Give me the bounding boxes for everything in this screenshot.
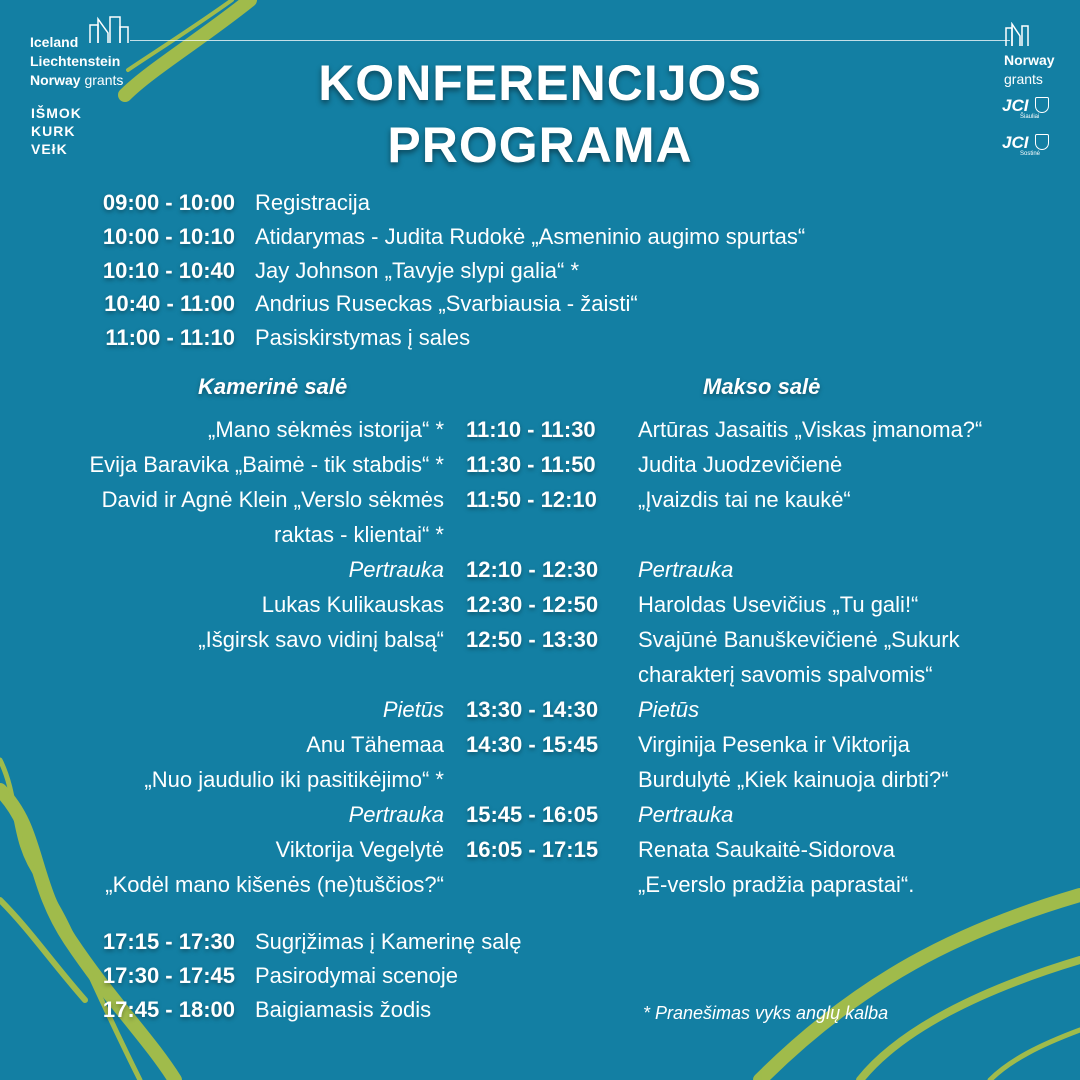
session-time: 16:05 - 17:15 (466, 837, 599, 862)
makso-session-text: charakterį savomis spalvomis“ (638, 662, 933, 687)
makso-session-text: Artūras Jasaitis „Viskas įmanoma?“ (638, 417, 983, 442)
hall-header-makso: Makso salė (703, 374, 821, 399)
schedule-time: 10:10 - 10:40 (102, 258, 235, 283)
schedule-text: Sugrįžimas į Kamerinę salę (255, 929, 522, 954)
makso-session-text: Renata Saukaitė-Sidorova (638, 837, 895, 862)
session-time: 14:30 - 15:45 (466, 732, 599, 757)
title-line-1: KONFERENCIJOS (318, 55, 762, 111)
kamerine-session-text: Anu Tähemaa (306, 732, 444, 757)
hall-header-kamerine: Kamerinė salė (198, 374, 348, 399)
makso-session-text: Pietūs (638, 697, 700, 722)
session-time: 12:30 - 12:50 (466, 592, 599, 617)
kamerine-session-text: „Mano sėkmės istorija“ * (208, 417, 444, 442)
kamerine-session-text: raktas - klientai“ * (274, 522, 444, 547)
schedule-text: Registracija (255, 190, 370, 215)
jci-sostine-city: Sostinė (1020, 151, 1041, 157)
schedule-time: 17:30 - 17:45 (102, 963, 235, 988)
schedule-text: Pasiskirstymas į sales (255, 325, 471, 350)
schedule-text: Atidarymas - Judita Rudokė „Asmeninio augimo spurtas“ (255, 224, 806, 249)
makso-session-text: Virginija Pesenka ir Viktorija (638, 732, 910, 757)
logo-norway: Norway (30, 72, 81, 88)
schedule-text: Jay Johnson „Tavyje slypi galia“ * (255, 258, 580, 283)
schedule-time: 10:40 - 11:00 (104, 291, 235, 316)
schedule-time: 11:00 - 11:10 (105, 325, 235, 350)
session-time: 12:10 - 12:30 (466, 557, 599, 582)
jci-sostine-name: JCI (1002, 133, 1029, 152)
session-time: 13:30 - 14:30 (466, 697, 599, 722)
logo-line-iceland: Iceland (30, 34, 79, 50)
makso-session-text: „Įvaizdis tai ne kaukė“ (638, 487, 851, 512)
kamerine-session-text: Pertrauka (348, 802, 444, 827)
session-time: 12:50 - 13:30 (466, 627, 599, 652)
schedule-text: Baigiamasis žodis (255, 997, 432, 1022)
norway-grants-line1: Norway (1004, 52, 1055, 68)
page-title (0, 52, 1080, 176)
kamerine-session-text: „Nuo jaudulio iki pasitikėjimo“ * (144, 767, 444, 792)
kamerine-session-text: Viktorija Vegelytė (275, 837, 444, 862)
kamerine-session-text: David ir Agnė Klein „Verslo sėkmės (101, 487, 444, 512)
jci-siauliai-city: Šiauliai (1020, 114, 1040, 120)
header-divider (130, 40, 1010, 41)
schedule-time: 17:15 - 17:30 (102, 929, 235, 954)
kamerine-session-text: Evija Baravika „Baimė - tik stabdis“ * (89, 452, 444, 477)
title-line-2: PROGRAMA (387, 117, 693, 173)
jci-siauliai-name: JCI (1002, 96, 1029, 115)
makso-session-text: „E-verslo pradžia paprastai“. (638, 872, 915, 897)
schedule-text: Andrius Ruseckas „Svarbiausia - žaisti“ (255, 291, 638, 316)
schedule-time: 10:00 - 10:10 (102, 224, 235, 249)
norway-grants-line2: grants (1004, 71, 1043, 87)
brand-line-1: IŠMOK (31, 105, 82, 121)
schedule-time: 09:00 - 10:00 (102, 190, 235, 215)
brand-line-2: KURK (31, 123, 76, 139)
kamerine-session-text: Lukas Kulikauskas (261, 592, 444, 617)
brand-line-3: VEłK (31, 141, 68, 157)
skyline-icon (88, 15, 130, 45)
session-time: 11:30 - 11:50 (466, 452, 596, 477)
makso-session-text: Haroldas Usevičius „Tu gali!“ (638, 592, 919, 617)
schedule-text: Pasirodymai scenoje (255, 963, 458, 988)
makso-session-text: Svajūnė Banuškevičienė „Sukurk (638, 627, 960, 652)
session-time: 11:10 - 11:30 (466, 417, 596, 442)
session-time: 11:50 - 12:10 (466, 487, 597, 512)
kamerine-session-text: „Kodėl mano kišenės (ne)tuščios?“ (105, 872, 444, 897)
kamerine-session-text: Pertrauka (348, 557, 444, 582)
logo-line-liechtenstein: Liechtenstein (30, 53, 121, 69)
makso-session-text: Pertrauka (638, 557, 734, 582)
kamerine-session-text: „Išgirsk savo vidinį balsą“ (198, 627, 444, 652)
footnote: * Pranešimas vyks anglų kalba (643, 1003, 889, 1023)
makso-session-text: Pertrauka (638, 802, 734, 827)
schedule-time: 17:45 - 18:00 (102, 997, 235, 1022)
session-time: 15:45 - 16:05 (466, 802, 599, 827)
norway-grants-icon (1004, 22, 1030, 48)
makso-session-text: Judita Juodzevičienė (638, 452, 843, 477)
kamerine-session-text: Pietūs (382, 697, 444, 722)
logo-grants: grants (84, 72, 124, 88)
makso-session-text: Burdulytė „Kiek kainuoja dirbti?“ (638, 767, 949, 792)
